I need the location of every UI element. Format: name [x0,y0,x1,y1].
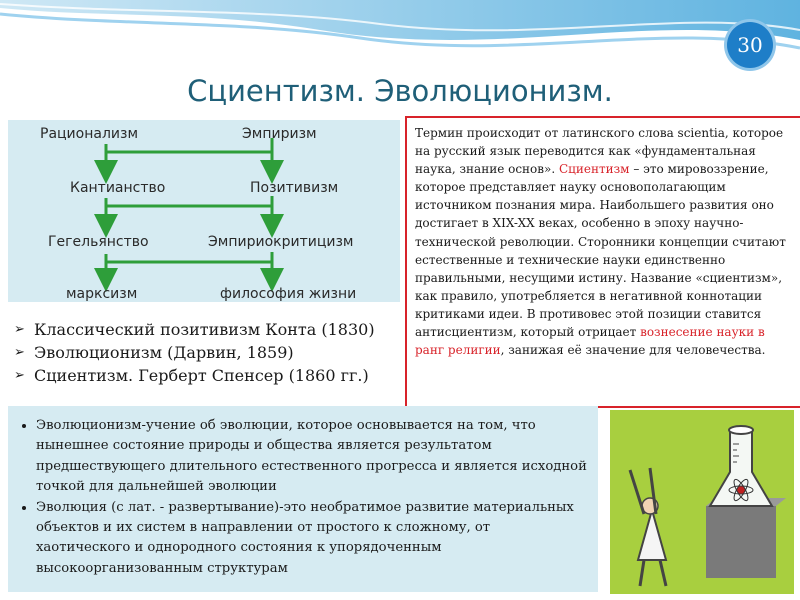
arrow-bullet-icon: ➢ [14,368,25,383]
list-item [14,364,404,387]
scientism-definition-box [405,116,800,408]
diagram-node-marxism: марксизм [66,286,138,302]
list-item-text: Сциентизм. Герберт Спенсер (1860 гг.) [34,366,369,385]
definition-part: , занижая её значение для человечества. [500,343,766,358]
list-item-text: Эволюционизм (Дарвин, 1859) [34,343,294,362]
diagram-node-rationalism: Рационализм [40,126,138,142]
header-wave-decoration [0,0,800,70]
diagram-node-empiriocriticism: Эмпириокритицизм [208,234,354,250]
philosophy-diagram [8,120,400,302]
diagram-node-positivism: Позитивизм [250,180,339,196]
evolutionism-panel [8,406,598,592]
bottom-bullet-list [8,406,598,579]
arrow-bullet-icon: ➢ [14,322,25,337]
diagram-node-kantianism: Кантианство [70,180,166,196]
page-number-badge: 30 [727,22,773,68]
diagram-connector [106,252,272,262]
pedestal-shape [706,506,776,578]
highlighted-phrase: вознесение науки в ранг религии [415,325,765,358]
scientist-figure [638,510,666,560]
arrow-bullet-icon: ➢ [14,345,25,360]
page-title: Сциентизм. Эволюционизм. [187,74,613,108]
highlighted-term: Сциентизм [559,162,630,177]
top-bullet-list [14,318,404,387]
flask-shape [710,430,772,506]
list-item [14,318,404,341]
list-item: • Эволюция (с лат. - развертывание)-это необратимое развитие материальных объектов и их систем в направлении от простого к сложному, от хаотического и однородного состояния к упорядоченным высокоорганизованным структурам [36,498,588,580]
diagram-node-life-philosophy: философия жизни [220,286,357,302]
diagram-node-empiricism: Эмпиризм [242,126,317,142]
scientist-worship-cartoon [610,410,794,594]
definition-part: – это мировоззрение, которое представляет науку основополагающим источником познания мира. Наибольшего развития оно достигает в XIX-XX веках, особенно в эпоху научно-технической революции. Сторонники концепции считают естественные и технические науки единственно правильными, несущими истину. Название «сциентизм», как правило, употребляется в негативной коннотации критиками идеи. В противовес этой позиции ставится антисциентизм, который отрицает [415,162,786,340]
definition-part: Термин происходит от латинского слова scientia, которое на русский язык переводится как «фундаментальная наука, знание основ». [415,126,784,177]
list-item: • Эволюционизм-учение об эволюции, которое основывается на том, что нынешнее состояние природы и общества является результатом предшествующего длительного естественного прогресса и является исходной точкой для дальнейшей эволюции [36,416,588,498]
diagram-node-hegelianism: Гегельянство [48,234,149,250]
definition-text [415,124,795,359]
list-item [14,341,404,364]
diagram-connector [106,196,272,206]
list-item-text: Классический позитивизм Конта (1830) [34,320,375,339]
